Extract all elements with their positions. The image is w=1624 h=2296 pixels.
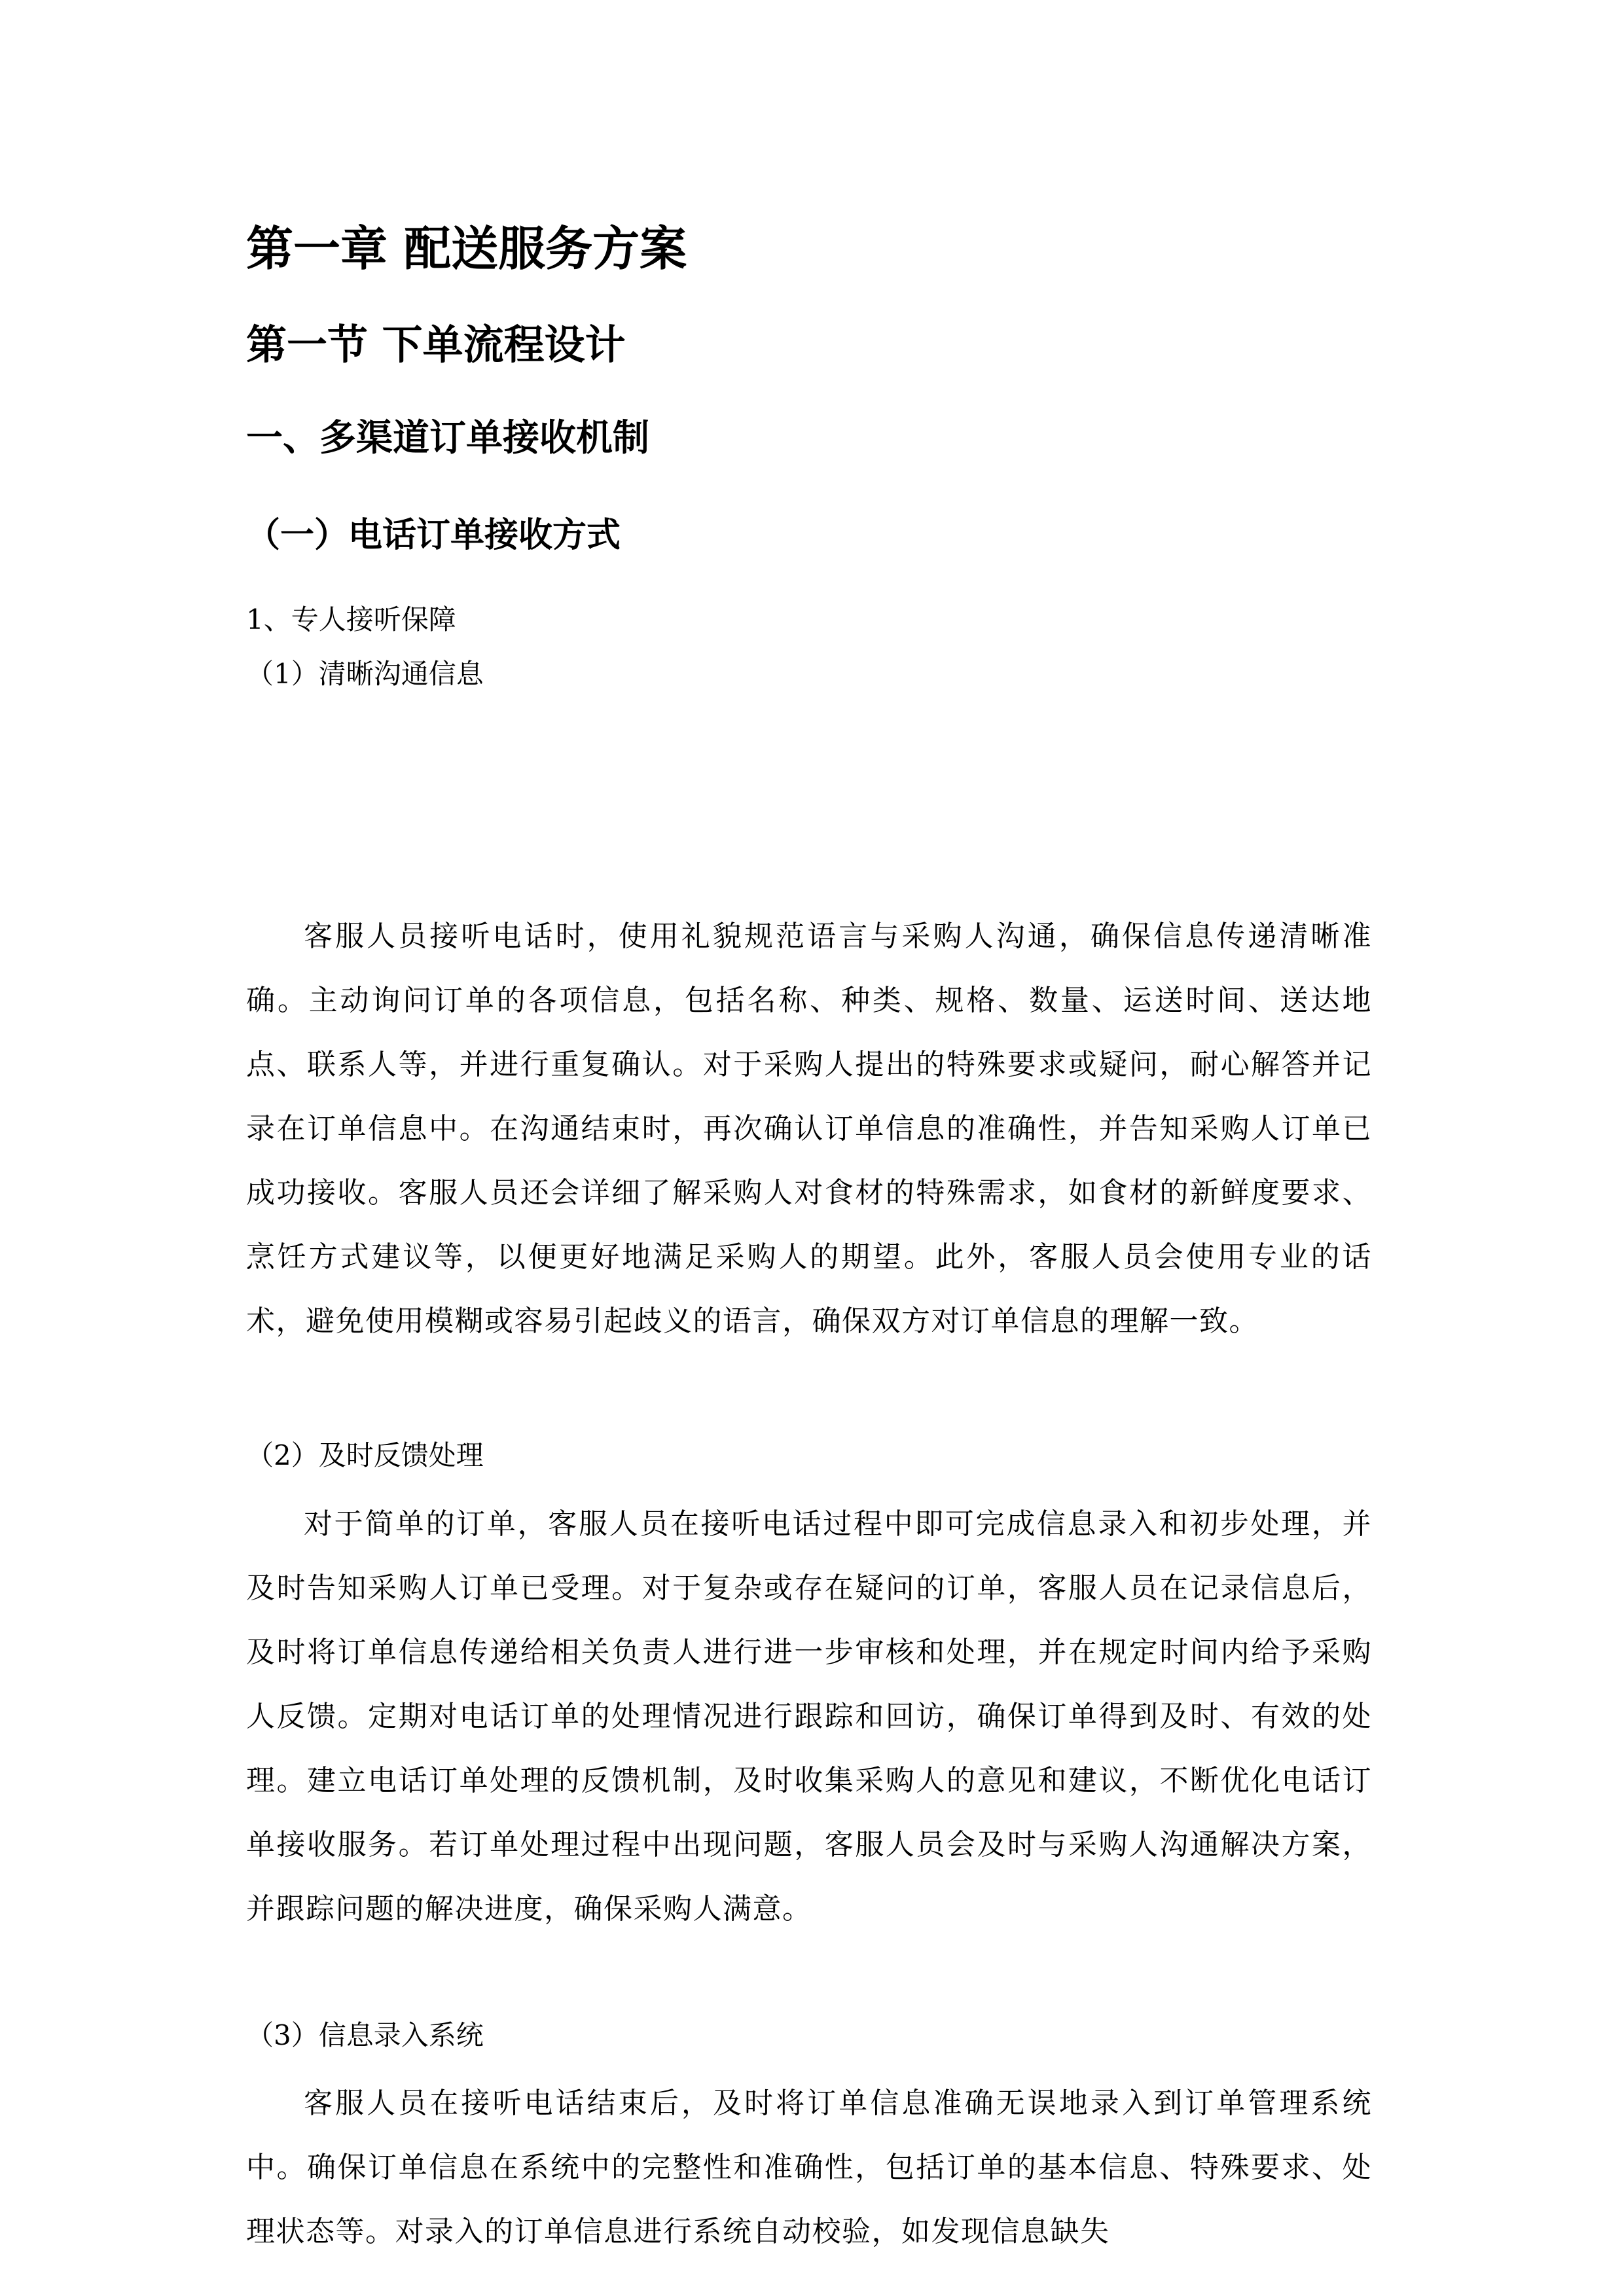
subsubsection-title: （一）电话订单接收方式 bbox=[246, 515, 621, 555]
block-heading: （3）信息录入系统 bbox=[246, 2019, 484, 2051]
block-paragraph: 对于简单的订单，客服人员在接听电话过程中即可完成信息录入和初步处理，并及时告知采购人订单已受理。对于复杂或存在疑问的订单，客服人员在记录信息后，及时将订单信息传递给相关负责人进行进一步审核和处理，并在规定时间内给予采购人反馈。定期对电话订单的处理情况进行跟踪和回访，确保订单得到及时、有效的处理。建立电话订单处理的反馈机制，及时收集采购人的意见和建议，不断优化电话订单接收服务。若订单处理过程中出现问题，客服人员会及时与采购人沟通解决方案，并跟踪问题的解决进度，确保采购人满意。 bbox=[246, 1507, 1372, 1926]
block-heading: （2）及时反馈处理 bbox=[246, 1439, 484, 1471]
item-title: 1、专人接听保障 bbox=[246, 603, 456, 636]
block-paragraph: 客服人员在接听电话结束后，及时将订单信息准确无误地录入到订单管理系统中。确保订单信息在系统中的完整性和准确性，包括订单的基本信息、特殊要求、处理状态等。对录入的订单信息进行系统自动校验，如发现信息缺失 bbox=[246, 2087, 1372, 2248]
subsection-title: 一、多渠道订单接收机制 bbox=[246, 417, 649, 459]
section-title: 第一节 下单流程设计 bbox=[246, 321, 626, 368]
block-heading: （1）清晰沟通信息 bbox=[246, 658, 484, 690]
chapter-title: 第一章 配送服务方案 bbox=[246, 221, 687, 276]
block-paragraph: 客服人员接听电话时，使用礼貌规范语言与采购人沟通，确保信息传递清晰准确。主动询问订单的各项信息，包括名称、种类、规格、数量、运送时间、送达地点、联系人等，并进行重复确认。对于采购人提出的特殊要求或疑问，耐心解答并记录在订单信息中。在沟通结束时，再次确认订单信息的准确性，并告知采购人订单已成功接收。客服人员还会详细了解采购人对食材的特殊需求，如食材的新鲜度要求、烹饪方式建议等，以便更好地满足采购人的期望。此外，客服人员会使用专业的话术，避免使用模糊或容易引起歧义的语言，确保双方对订单信息的理解一致。 bbox=[246, 920, 1372, 1338]
